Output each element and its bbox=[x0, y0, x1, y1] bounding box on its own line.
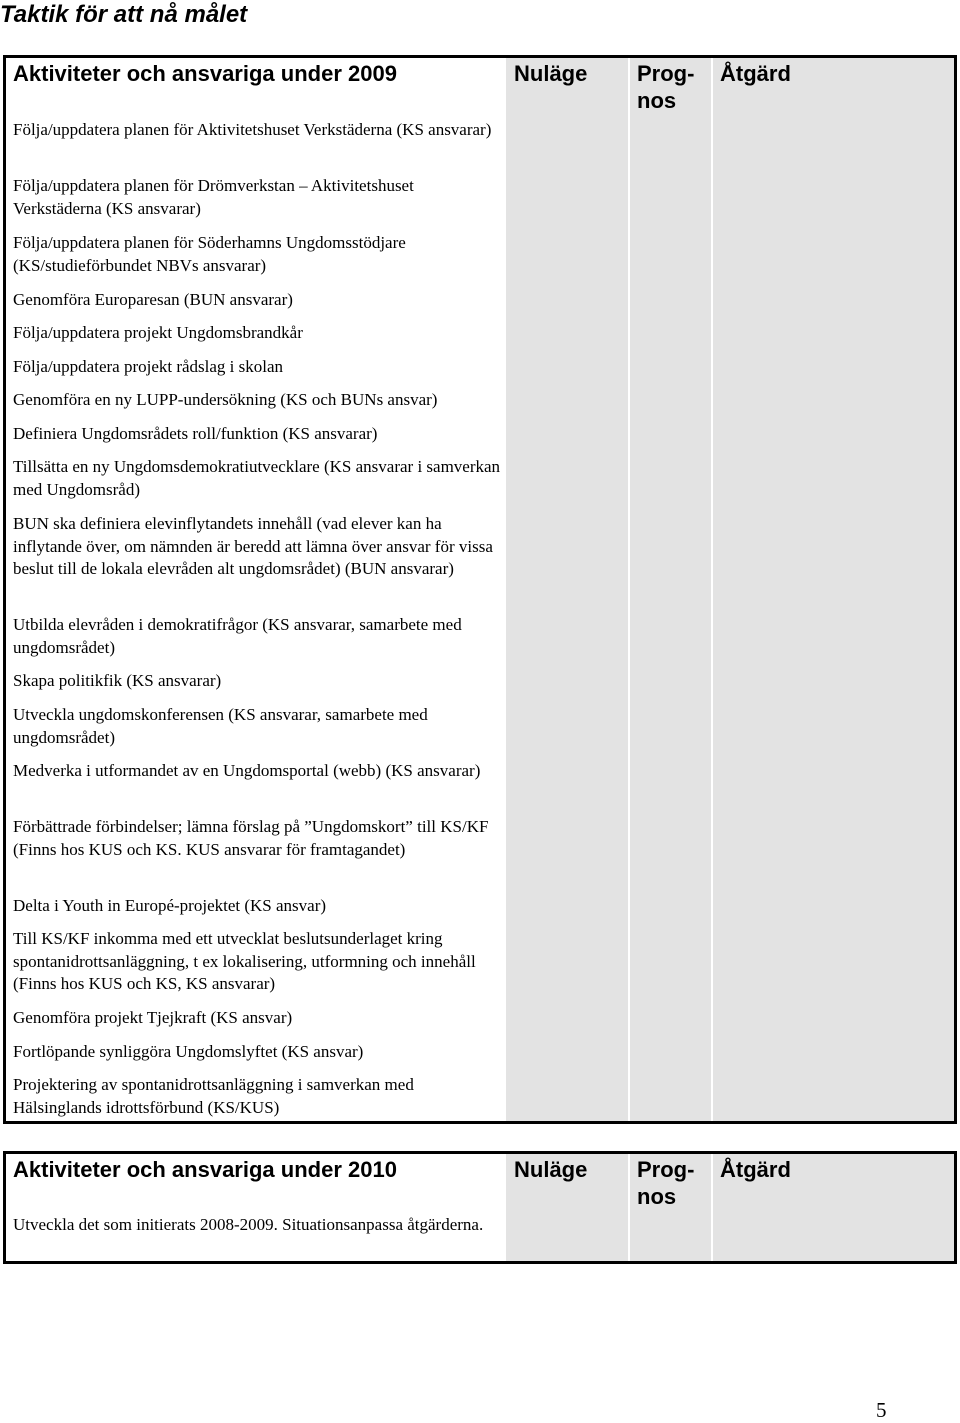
column-divider bbox=[711, 1154, 713, 1261]
table-header-activities: Aktiviteter och ansvariga under 2010 bbox=[13, 1157, 397, 1182]
table-row: Genomföra en ny LUPP-undersökning (KS och BUNs ansvar) bbox=[13, 390, 438, 409]
table-row: Tillsätta en ny Ungdomsdemokratiutvecklare (KS ansvarar i samverkan med Ungdomsråd) bbox=[13, 457, 501, 499]
table-row: Fortlöpande synliggöra Ungdomslyftet (KS ansvar) bbox=[13, 1042, 364, 1061]
table-row: Utveckla det som initierats 2008-2009. Situationsanpassa åtgärderna. bbox=[13, 1215, 484, 1234]
column-header-status: Nuläge bbox=[514, 1157, 588, 1182]
table-row: Utbilda elevråden i demokratifrågor (KS ansvarar, samarbete med ungdomsrådet) bbox=[13, 615, 462, 657]
table-row: BUN ska definiera elevinflytandets innehåll (vad elever kan ha inflytande över, om nämnden är beredd att lämna över ansvar för vissa beslut till de lokala elevråden alt ungdomsrådet) (BUN ansvarar) bbox=[13, 514, 493, 578]
table-row: Följa/uppdatera planen för Aktivitetshuset Verkstäderna (KS ansvarar) bbox=[13, 120, 492, 139]
column-header-status: Nuläge bbox=[514, 61, 588, 86]
table-row: Följa/uppdatera projekt Ungdomsbrandkår bbox=[13, 323, 303, 342]
page-number: 5 bbox=[876, 1398, 887, 1422]
table-row: Definiera Ungdomsrådets roll/funktion (KS ansvarar) bbox=[13, 424, 378, 443]
table-row: Medverka i utformandet av en Ungdomsportal (webb) (KS ansvarar) bbox=[13, 761, 481, 780]
column-divider bbox=[628, 1154, 630, 1261]
page-heading: Taktik för att nå målet bbox=[0, 1, 248, 28]
table-row: Genomföra projekt Tjejkraft (KS ansvar) bbox=[13, 1008, 293, 1027]
table-row: Utveckla ungdomskonferensen (KS ansvarar, samarbete med ungdomsrådet) bbox=[13, 705, 428, 747]
table-row: Projektering av spontanidrottsanläggning i samverkan med Hälsinglands idrottsförbund (KS/KUS) bbox=[13, 1075, 414, 1117]
column-header-prognos: Prog- nos bbox=[637, 1157, 695, 1209]
activities-table-2010 bbox=[3, 1151, 957, 1264]
table-header-activities: Aktiviteter och ansvariga under 2009 bbox=[13, 61, 397, 86]
column-header-prognos: Prog- nos bbox=[637, 61, 695, 113]
table-row: Förbättrade förbindelser; lämna förslag på ”Ungdomskort” till KS/KF (Finns hos KUS och KS. KUS ansvarar för framtagandet) bbox=[13, 817, 489, 859]
table-row: Till KS/KF inkomma med ett utvecklat beslutsunderlaget kring spontanidrottsanläggning, t ex lokalisering, utformning och innehåll (Finns hos KUS och KS, KS ansvarar) bbox=[13, 929, 476, 993]
table-row: Följa/uppdatera planen för Drömverkstan – Aktivitetshuset Verkstäderna (KS ansvarar) bbox=[13, 176, 414, 218]
table-row: Skapa politikfik (KS ansvarar) bbox=[13, 671, 222, 690]
table-row: Genomföra Europaresan (BUN ansvarar) bbox=[13, 290, 293, 309]
status-columns-shading bbox=[506, 58, 954, 1121]
column-header-action: Åtgärd bbox=[720, 1157, 791, 1182]
column-divider bbox=[711, 58, 713, 1121]
table-row: Delta i Youth in Europé-projektet (KS ansvar) bbox=[13, 896, 327, 915]
table-row: Följa/uppdatera projekt rådslag i skolan bbox=[13, 357, 284, 376]
table-row: Följa/uppdatera planen för Söderhamns Ungdomsstödjare (KS/studieförbundet NBVs ansvarar) bbox=[13, 233, 406, 275]
column-divider bbox=[628, 58, 630, 1121]
column-header-action: Åtgärd bbox=[720, 61, 791, 86]
activities-table-2009 bbox=[3, 55, 957, 1124]
